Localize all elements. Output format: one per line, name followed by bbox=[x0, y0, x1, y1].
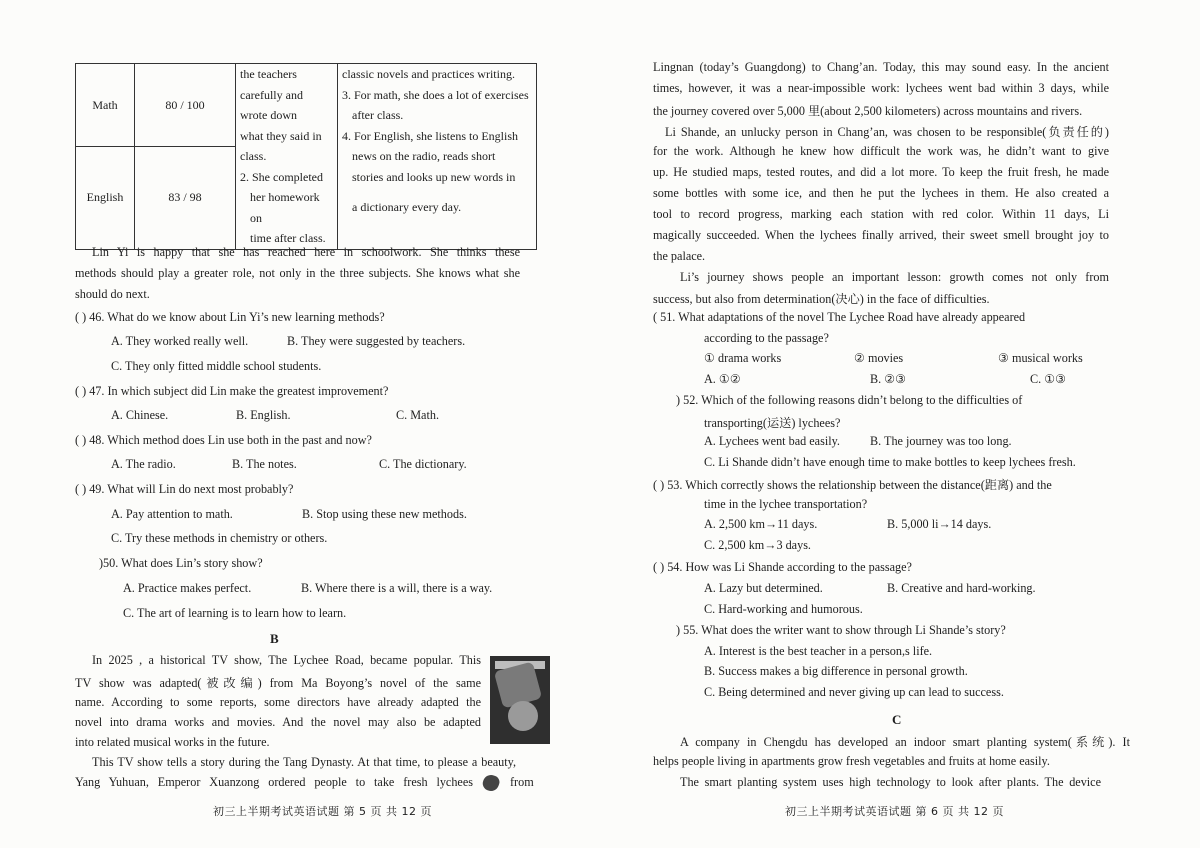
option-c[interactable]: C. Li Shande didn’t have enough time to make bottles to keep lychees fresh. bbox=[704, 455, 1076, 469]
table-cell: news on the radio, reads short bbox=[338, 146, 537, 167]
option-a[interactable]: A. 2,500 km→11 days. bbox=[704, 517, 818, 531]
score-table bbox=[75, 63, 537, 250]
table-cell: 3. For math, she does a lot of exercises bbox=[338, 85, 537, 106]
option-c[interactable]: C. Being determined and never giving up can lead to success. bbox=[704, 685, 1004, 699]
table-cell: class. bbox=[236, 146, 338, 167]
passage-line: the palace. bbox=[653, 249, 706, 263]
option-b[interactable]: B. 5,000 li→14 days. bbox=[887, 517, 992, 531]
option-c[interactable]: C. Hard-working and humorous. bbox=[704, 602, 863, 616]
passage-line: Lingnan (today’s Guangdong) to Chang’an. Today, this may sound easy. In the ancient bbox=[653, 60, 1109, 74]
table-row bbox=[76, 146, 537, 167]
option-b[interactable]: B. Where there is a will, there is a way. bbox=[301, 581, 493, 595]
question-51-line2: according to the passage? bbox=[704, 331, 829, 345]
option-b[interactable]: B. Stop using these new methods. bbox=[302, 507, 467, 521]
page-footer: 初三上半期考试英语试题 第 5 页 共 12 页 bbox=[213, 805, 432, 818]
table-cell: 4. For English, she listens to English bbox=[338, 126, 537, 147]
passage-line: Li’s journey shows people an important lesson: growth comes not only from bbox=[680, 270, 1109, 284]
choice-item: ③ musical works bbox=[998, 351, 1083, 365]
table-cell: classic novels and practices writing. bbox=[338, 64, 537, 85]
option-a[interactable]: A. The radio. bbox=[111, 457, 176, 471]
question-55: ) 55. What does the writer want to show through Li Shande’s story? bbox=[676, 623, 1006, 637]
question-50: )50. What does Lin’s story show? bbox=[99, 556, 263, 570]
question-53-line2: time in the lychee transportation? bbox=[704, 497, 868, 511]
table-cell: after class. bbox=[338, 105, 537, 126]
option-c[interactable]: C. The dictionary. bbox=[379, 457, 467, 471]
passage-line: success, but also from determination(决心) in the face of difficulties. bbox=[653, 292, 990, 306]
question-49: ( ) 49. What will Lin do next most probably? bbox=[75, 482, 294, 496]
passage-line: The smart planting system uses high technology to look after plants. The device bbox=[680, 775, 1101, 789]
paragraph-line: should do next. bbox=[75, 287, 150, 301]
passage-line: Yang Yuhuan, Emperor Xuanzong ordered people to take fresh lychees bbox=[75, 775, 473, 789]
table-cell: wrote down bbox=[236, 105, 338, 126]
option-a[interactable]: A. ①② bbox=[704, 372, 741, 386]
table-row bbox=[76, 64, 537, 85]
option-b[interactable]: B. The journey was too long. bbox=[870, 434, 1012, 448]
option-a[interactable]: A. They worked really well. bbox=[111, 334, 249, 348]
table-cell: a dictionary every day. bbox=[338, 187, 537, 228]
question-46: ( ) 46. What do we know about Lin Yi’s new learning methods? bbox=[75, 310, 385, 324]
option-a[interactable]: A. Lychees went bad easily. bbox=[704, 434, 840, 448]
option-b[interactable]: B. Success makes a big difference in personal growth. bbox=[704, 664, 968, 678]
question-51: ( 51. What adaptations of the novel The Lychee Road have already appeared bbox=[653, 310, 1026, 324]
passage-line: tool to record progress, marking each station with red color. Within 11 days, Li bbox=[653, 207, 1109, 221]
table-cell: the teachers bbox=[236, 64, 338, 85]
question-52: ) 52. Which of the following reasons didn’t belong to the difficulties of bbox=[676, 393, 1023, 407]
question-53: ( ) 53. Which correctly shows the relationship between the distance(距离) and the bbox=[653, 478, 1052, 492]
table-cell: 80 / 100 bbox=[135, 64, 236, 147]
passage-line: for the work. Although he knew how difficult the work was, he didn’t want to give bbox=[653, 144, 1109, 158]
tv-show-poster-image bbox=[490, 656, 550, 744]
table-cell: stories and looks up new words in bbox=[338, 167, 537, 188]
passage-line: Li Shande, an unlucky person in Chang’an, was chosen to be responsible(负责任的) bbox=[665, 125, 1109, 139]
option-b[interactable]: B. They were suggested by teachers. bbox=[287, 334, 466, 348]
question-47: ( ) 47. In which subject did Lin make the greatest improvement? bbox=[75, 384, 389, 398]
option-c[interactable]: C. Try these methods in chemistry or others. bbox=[111, 531, 328, 545]
table-cell: her homework on bbox=[236, 187, 338, 228]
passage-line: This TV show tells a story during the Tang Dynasty. At that time, to please a beauty, bbox=[92, 755, 516, 769]
option-b[interactable]: B. Creative and hard-working. bbox=[887, 581, 1036, 595]
passage-line: helps people living in apartments grow fresh vegetables and fruits at home easily. bbox=[653, 754, 1050, 768]
passage-line: into related musical works in the future. bbox=[75, 735, 270, 749]
option-c[interactable]: C. The art of learning is to learn how to learn. bbox=[123, 606, 347, 620]
passage-line: name. According to some reports, some directors have already adapted the bbox=[75, 695, 481, 709]
option-a[interactable]: A. Interest is the best teacher in a person,s life. bbox=[704, 644, 933, 658]
option-c[interactable]: C. They only fitted middle school students. bbox=[111, 359, 322, 373]
page-footer: 初三上半期考试英语试题 第 6 页 共 12 页 bbox=[785, 805, 1004, 818]
question-48: ( ) 48. Which method does Lin use both in the past and now? bbox=[75, 433, 372, 447]
paragraph-line: Lin Yi is happy that she has reached here in schoolwork. She thinks these bbox=[92, 245, 520, 259]
passage-line: In 2025 , a historical TV show, The Lychee Road, became popular. This bbox=[92, 653, 481, 667]
passage-line: TV show was adapted(被改编) from Ma Boyong’s novel of the same bbox=[75, 676, 481, 690]
option-a[interactable]: A. Chinese. bbox=[111, 408, 169, 422]
table-cell: 2. She completed bbox=[236, 167, 338, 188]
question-54: ( ) 54. How was Li Shande according to the passage? bbox=[653, 560, 912, 574]
option-b[interactable]: B. ②③ bbox=[870, 372, 907, 386]
option-a[interactable]: A. Pay attention to math. bbox=[111, 507, 233, 521]
section-heading-b: B bbox=[270, 631, 279, 646]
table-cell: carefully and bbox=[236, 85, 338, 106]
passage-line: magically succeeded. When the lychees finally arrived, their sweet smell brought joy to bbox=[653, 228, 1109, 242]
question-52-line2: transporting(运送) lychees? bbox=[704, 416, 841, 430]
option-c[interactable]: C. ①③ bbox=[1030, 372, 1067, 386]
right-page bbox=[600, 0, 1200, 848]
table-cell: Math bbox=[76, 64, 135, 147]
table-cell: 83 / 98 bbox=[135, 146, 236, 249]
table-cell: what they said in bbox=[236, 126, 338, 147]
choice-item: ① drama works bbox=[704, 351, 782, 365]
passage-line: up. He studied maps, tested routes, and did a lot more. To keep the fruit fresh, he made bbox=[653, 165, 1109, 179]
option-c[interactable]: C. 2,500 km→3 days. bbox=[704, 538, 811, 552]
lychee-icon bbox=[481, 773, 502, 794]
passage-line: the journey covered over 5,000 里(about 2,500 kilometers) across mountains and rivers. bbox=[653, 104, 1083, 118]
option-a[interactable]: A. Lazy but determined. bbox=[704, 581, 823, 595]
section-heading-c: C bbox=[892, 712, 902, 727]
passage-line: some bottles with some ice, and then he put the lychees in them. He also created a bbox=[653, 186, 1109, 200]
option-a[interactable]: A. Practice makes perfect. bbox=[123, 581, 252, 595]
passage-line: A company in Chengdu has developed an indoor smart planting system(系统). It bbox=[680, 735, 1130, 749]
option-b[interactable]: B. The notes. bbox=[232, 457, 297, 471]
passage-line: from bbox=[510, 775, 534, 789]
choice-item: ② movies bbox=[854, 351, 904, 365]
table-cell: English bbox=[76, 146, 135, 249]
paragraph-line: methods should play a greater role, not only in the three subjects. She knows what she bbox=[75, 266, 520, 280]
option-c[interactable]: C. Math. bbox=[396, 408, 439, 422]
passage-line: novel into drama works and movies. And the novel may also be adapted bbox=[75, 715, 481, 729]
option-b[interactable]: B. English. bbox=[236, 408, 291, 422]
passage-line: times, however, it was a near-impossible work: lychees went bad within 3 days, while bbox=[653, 81, 1109, 95]
table-cell: time after class. bbox=[236, 228, 338, 249]
